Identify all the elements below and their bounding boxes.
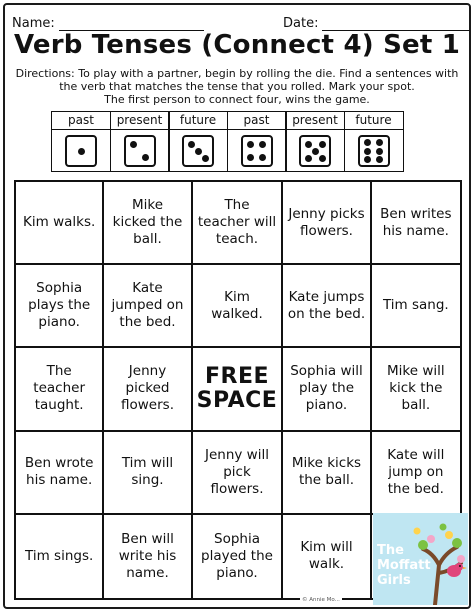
die-pip <box>364 156 371 163</box>
die-face-4-icon <box>241 135 273 167</box>
board-cell[interactable]: Jenny will pick flowers. <box>193 432 284 515</box>
board-cell[interactable]: Sophia played the piano. <box>193 515 284 598</box>
board-cell[interactable]: Mike will kick the ball. <box>372 348 460 431</box>
directions-line: The first person to connect four, wins the game. <box>104 93 370 106</box>
dice-key <box>51 111 404 172</box>
die-pip <box>376 148 383 155</box>
die-face-1-icon <box>65 135 97 167</box>
board-cell[interactable]: The teacher taught. <box>16 348 104 431</box>
board-cell[interactable]: Jenny picks flowers. <box>283 182 371 265</box>
die-pip <box>195 148 202 155</box>
die-pip <box>78 148 85 155</box>
die-face-3-icon <box>182 135 214 167</box>
board-cell[interactable]: The teacher will teach. <box>193 182 284 265</box>
board-cell[interactable]: Kim walks. <box>16 182 104 265</box>
free-space-cell[interactable]: FREE SPACE <box>193 348 284 431</box>
page-title: Verb Tenses (Connect 4) Set 1 <box>13 30 460 60</box>
board-cell[interactable]: Ben wrote his name. <box>16 432 104 515</box>
tense-label: present <box>286 112 344 130</box>
tense-label: present <box>111 112 169 130</box>
die-pip <box>247 141 254 148</box>
die-pip <box>364 139 371 146</box>
die-pip <box>259 141 266 148</box>
copyright-credit: © Annie Mo... <box>302 597 340 603</box>
date-field[interactable] <box>283 16 470 31</box>
dice-key-cell <box>110 111 170 172</box>
tense-label: future <box>345 112 403 130</box>
die-pip <box>376 139 383 146</box>
die-pip <box>305 141 312 148</box>
dice-key-cell <box>51 111 111 172</box>
die-pip <box>188 141 195 148</box>
board-cell[interactable]: Kim walked. <box>193 265 284 348</box>
logo-text: The Moffatt Girls <box>377 543 431 588</box>
board-cell[interactable]: Kate will jump on the bed. <box>372 432 460 515</box>
die-face-6-icon <box>358 135 390 167</box>
board-cell[interactable]: Kate jumped on the bed. <box>104 265 192 348</box>
dice-key-cell <box>285 111 345 172</box>
directions <box>10 67 464 106</box>
board-cell[interactable]: Ben writes his name. <box>372 182 460 265</box>
dice-key-cell <box>227 111 287 172</box>
die-pip <box>130 141 137 148</box>
die-face-5-icon <box>299 135 331 167</box>
die-face-2-icon <box>124 135 156 167</box>
moffatt-girls-logo <box>373 513 468 605</box>
board-cell[interactable]: Sophia plays the piano. <box>16 265 104 348</box>
tense-label: past <box>228 112 286 130</box>
board-cell[interactable]: Mike kicked the ball. <box>104 182 192 265</box>
die-pip <box>364 148 371 155</box>
board-cell[interactable]: Kim will walk. <box>283 515 371 598</box>
die-pip <box>319 155 326 162</box>
date-label: Date: <box>283 16 319 31</box>
die-pip <box>247 154 254 161</box>
board-cell[interactable]: Tim will sing. <box>104 432 192 515</box>
tense-label: future <box>169 112 227 130</box>
name-label: Name: <box>12 16 55 31</box>
board-cell[interactable]: Jenny picked flowers. <box>104 348 192 431</box>
die-pip <box>142 154 149 161</box>
tense-label: past <box>52 112 110 130</box>
board-cell[interactable]: Kate jumps on the bed. <box>283 265 371 348</box>
board-cell[interactable]: Mike kicks the ball. <box>283 432 371 515</box>
die-pip <box>312 148 319 155</box>
name-field[interactable] <box>12 16 204 31</box>
dice-key-cell <box>344 111 404 172</box>
die-pip <box>202 155 209 162</box>
board-cell[interactable]: Tim sings. <box>16 515 104 598</box>
die-pip <box>259 154 266 161</box>
directions-line: Directions: To play with a partner, begin by rolling the die. Find a sentences with <box>15 67 459 80</box>
die-pip <box>319 141 326 148</box>
die-pip <box>305 155 312 162</box>
dice-key-cell <box>168 111 228 172</box>
directions-line: the verb that matches the tense that you rolled. Mark your spot. <box>59 80 415 93</box>
board-cell[interactable]: Tim sang. <box>372 265 460 348</box>
board-cell[interactable]: Sophia will play the piano. <box>283 348 371 431</box>
die-pip <box>376 156 383 163</box>
board-cell[interactable]: Ben will write his name. <box>104 515 192 598</box>
